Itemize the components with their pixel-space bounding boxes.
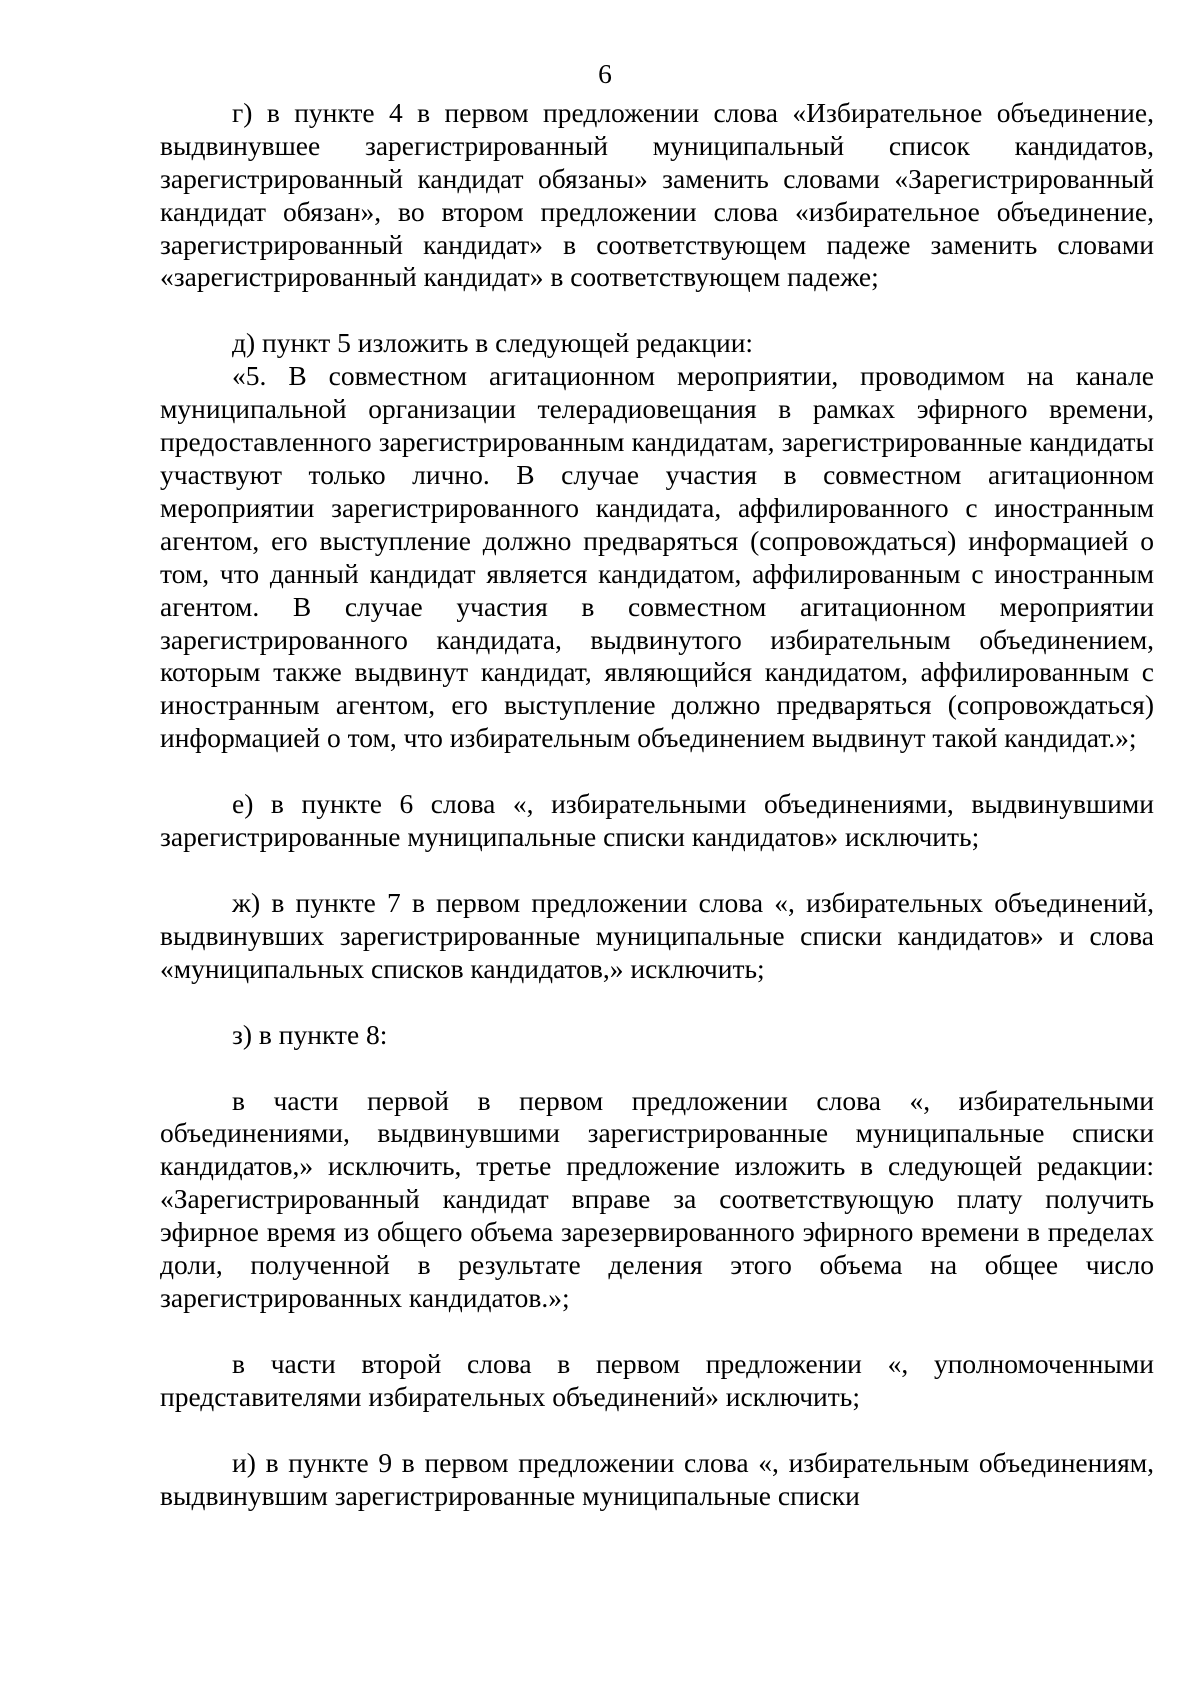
paragraph-gap: [160, 1315, 1154, 1348]
paragraph-gap: [160, 1052, 1154, 1085]
paragraph-e: е) в пункте 6 слова «, избирательными объединениями, выдвинувшими зарегистрированные муниципальные списки кандидатов» исключить;: [160, 788, 1154, 853]
page-number: 6: [598, 58, 612, 89]
paragraph-gap: [160, 986, 1154, 1019]
paragraph-gap: [160, 294, 1154, 327]
paragraph-i: и) в пункте 9 в первом предложении слова «, избирательным объединениям, выдвинувшим зарегистрированные муниципальные списки: [160, 1446, 1154, 1511]
paragraph-z-part-one: в части первой в первом предложении слова «, избирательными объединениями, выдвинувшими зарегистрированные муниципальные списки кандидатов,» исключить, третье предложение изложить в следующей редакции: «Зарегистрированный кандидат вправе за соответствующую плату получить эфирное время из общего объема зарезервированного эфирного времени в пределах доли, полученной в результате деления этого объема на общее число зарегистрированных кандидатов.»;: [160, 1084, 1154, 1313]
paragraph-gap: [160, 755, 1154, 788]
paragraph-d-quote: «5. В совместном агитационном мероприятии, проводимом на канале муниципальной организации телерадиовещания в рамках эфирного времени, предоставленного зарегистрированным кандидатам, зарегистрированные кандидаты участвуют только лично. В случае участия в совместном агитационном мероприятии зарегистрированного кандидата, аффилированного с иностранным агентом, его выступление должно предваряться (сопровождаться) информацией о том, что данный кандидат является кандидатом, аффилированным с иностранным агентом. В случае участия в совместном агитационном мероприятии зарегистрированного кандидата, выдвинутого избирательным объединением, которым также выдвинут кандидат, являющийся кандидатом, аффилированным с иностранным агентом, его выступление должно предваряться (сопровождаться) информацией о том, что избирательным объединением выдвинут такой кандидат.»;: [160, 360, 1154, 754]
paragraph-d: д) пункт 5 изложить в следующей редакции:: [232, 327, 754, 359]
paragraph-z-part-two: в части второй слова в первом предложении «, уполномоченными представителями избирательных объединений» исключить;: [160, 1347, 1154, 1412]
paragraph-g: г) в пункте 4 в первом предложении слова «Избирательное объединение, выдвинувшее зарегистрированный муниципальный список кандидатов, зарегистрированный кандидат обязаны» заменить словами «Зарегистрированный кандидат обязан», во втором предложении слова «избирательное объединение, зарегистрированный кандидат» в соответствующем падеже заменить словами «зарегистрированный кандидат» в соответствующем падеже;: [160, 96, 1154, 293]
paragraph-zh: ж) в пункте 7 в первом предложении слова «, избирательных объединений, выдвинувших зарегистрированные муниципальные списки кандидатов» и слова «муниципальных списков кандидатов,» исключить;: [160, 886, 1154, 984]
paragraph-gap: [160, 1414, 1154, 1447]
paragraph-gap: [160, 854, 1154, 887]
paragraph-z: з) в пункте 8:: [232, 1018, 388, 1050]
